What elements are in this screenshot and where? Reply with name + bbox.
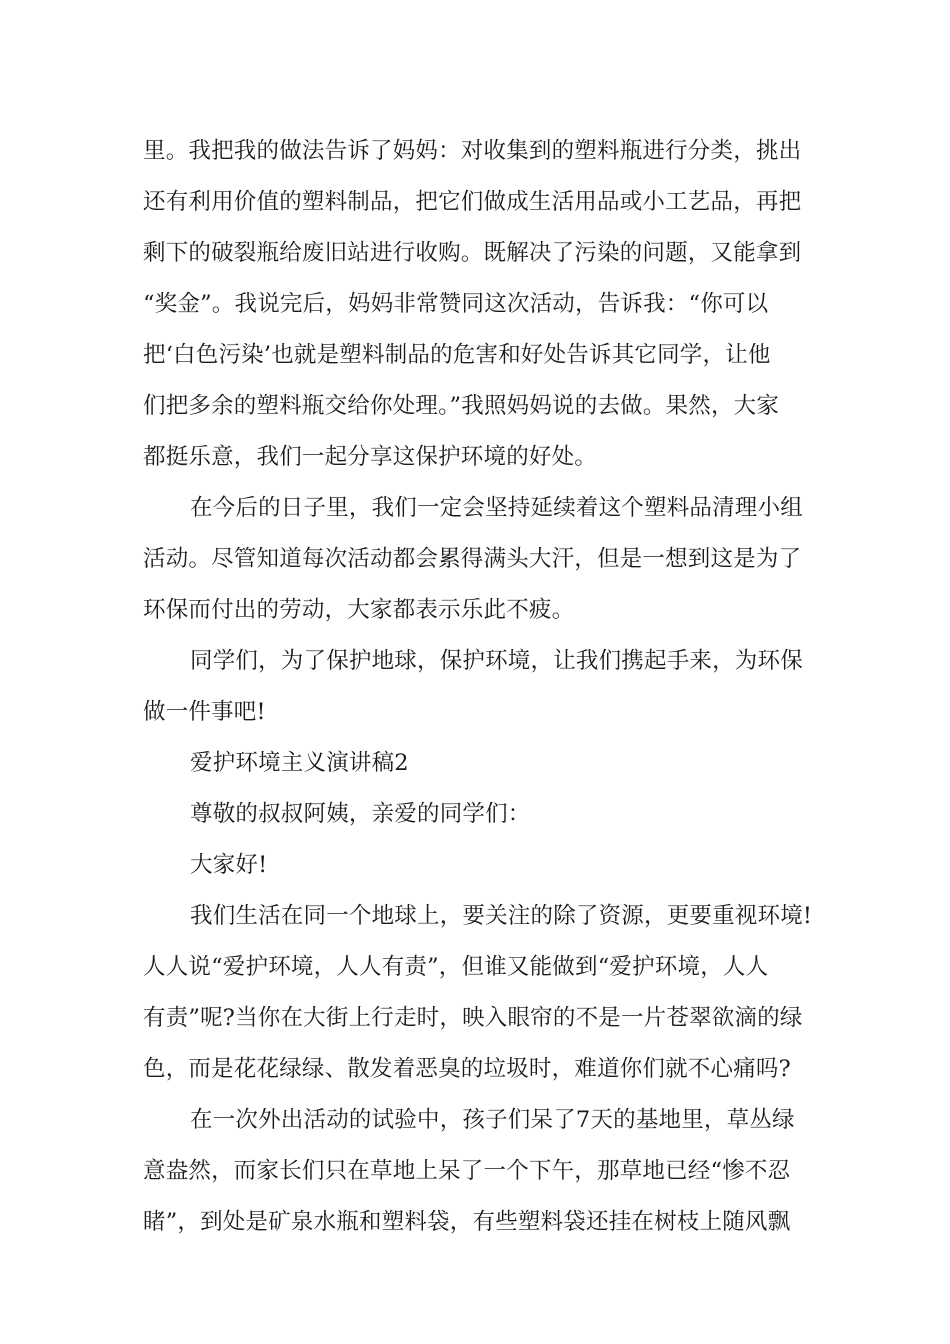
text-line: 人人说“爱护环境，人人有责”，但谁又能做到“爱护环境，人人 xyxy=(143,954,769,980)
text-line: “奖金”。我说完后，妈妈非常赞同这次活动，告诉我：“你可以 xyxy=(143,291,769,317)
paragraph-first-line: 在一次外出活动的试验中，孩子们呆了7天的基地里，草丛绿 xyxy=(190,1107,795,1133)
text-line: 做一件事吧! xyxy=(143,699,266,725)
text-line: 色，而是花花绿绿、散发着恶臭的垃圾时，难道你们就不心痛吗? xyxy=(143,1056,791,1082)
text-line: 环保而付出的劳动，大家都表示乐此不疲。 xyxy=(143,597,575,623)
text-line: 把‘白色污染’也就是塑料制品的危害和好处告诉其它同学，让他 xyxy=(143,342,771,368)
text-line: 们把多余的塑料瓶交给你处理。”我照妈妈说的去做。果然，大家 xyxy=(143,393,780,419)
text-line: 有责”呢?当你在大街上行走时，映入眼帘的不是一片苍翠欲滴的绿 xyxy=(143,1005,803,1031)
text-line: 都挺乐意，我们一起分享这保护环境的好处。 xyxy=(143,444,598,470)
text-line: 里。我把我的做法告诉了妈妈：对收集到的塑料瓶进行分类，挑出 xyxy=(143,138,802,164)
paragraph-first-line: 在今后的日子里，我们一定会坚持延续着这个塑料品清理小组 xyxy=(190,495,803,521)
paragraph-first-line: 我们生活在同一个地球上，要关注的除了资源，更要重视环境! xyxy=(190,903,813,929)
paragraph-first-line: 同学们，为了保护地球，保护环境，让我们携起手来，为环保 xyxy=(190,648,803,674)
salutation: 尊敬的叔叔阿姨，亲爱的同学们： xyxy=(190,801,531,827)
text-line: 活动。尽管知道每次活动都会累得满头大汗，但是一想到这是为了 xyxy=(143,546,802,572)
section-heading: 爱护环境主义演讲稿2 xyxy=(190,750,409,776)
greeting: 大家好! xyxy=(190,852,268,878)
text-line: 睹”，到处是矿泉水瓶和塑料袋，有些塑料袋还挂在树枝上随风飘 xyxy=(143,1209,791,1235)
text-line: 剩下的破裂瓶给废旧站进行收购。既解决了污染的问题，又能拿到 xyxy=(143,240,802,266)
text-line: 意盎然，而家长们只在草地上呆了一个下午，那草地已经“惨不忍 xyxy=(143,1158,791,1184)
text-line: 还有利用价值的塑料制品，把它们做成生活用品或小工艺品，再把 xyxy=(143,189,802,215)
